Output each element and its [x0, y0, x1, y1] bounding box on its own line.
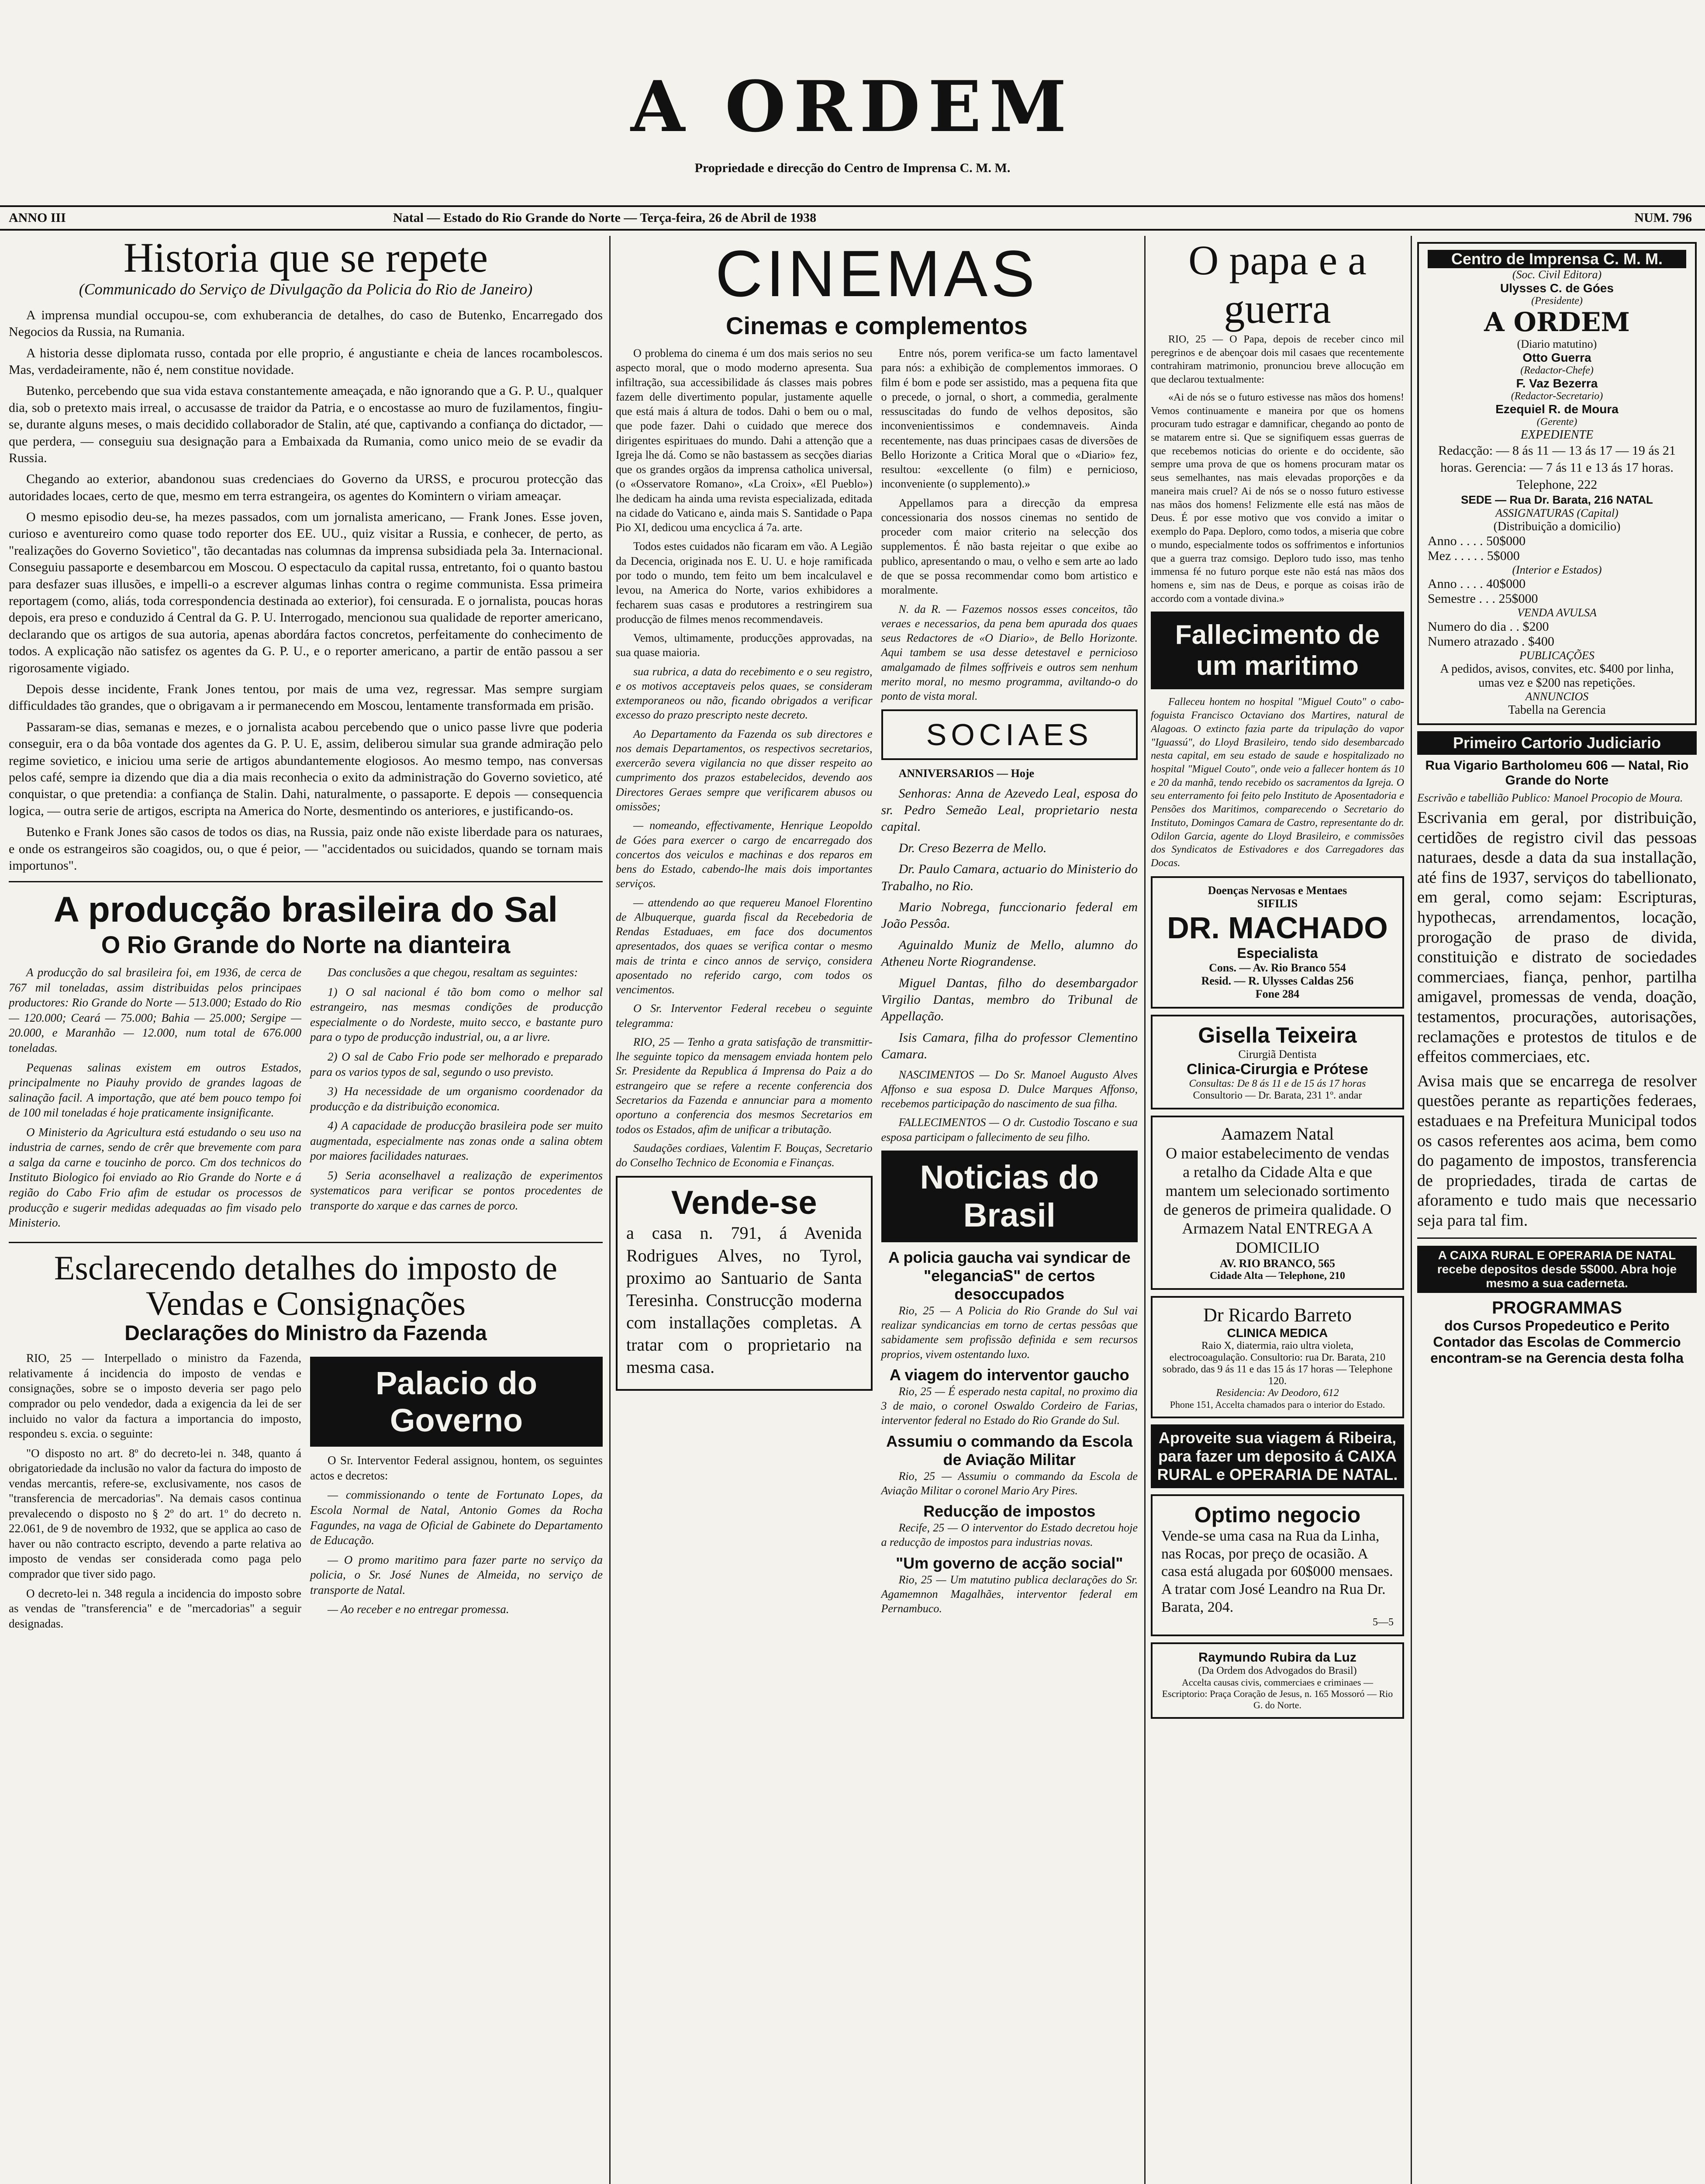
sede: SEDE — Rua Dr. Barata, 216 NATAL — [1461, 493, 1653, 506]
barreto-name: Dr Ricardo Barreto — [1203, 1304, 1352, 1326]
assignaturas: ASSIGNATURAS (Capital) — [1495, 507, 1619, 519]
article-paragraph: A historia desse diplomata russo, contada por elle proprio, é angustiante e cheia de lances rocambolescos. Mas, verdadeiramente, não é, nem constitue novidade. — [9, 346, 603, 377]
article-paragraph: Passaram-se dias, semanas e mezes, e o jornalista acabou percebendo que o unico passe livre que poderia conseguir, era o da bôa vontade dos agentes da G. P. U. E, assim, deliberou simular sua grande admiração pelo regime sovietico, e iniciou uma serie de artigos abundantemente elogiosos. Ao mesmo tempo, nas conversas pelos café, sempre ia dizendo que dia a dia mais reconhecia o exito da administração do Governo sovietico, até conquistar, o que pretendia: a confiança de Stalin. Dahi, naturalmente, o passaporte. E depois — consequencia logica, — outra serie de artigos, escripta na America do Norte, desmentindo os anteriores, e justificando-os. — [9, 719, 603, 818]
sociaes-item: NASCIMENTOS — Do Sr. Manoel Augusto Alves Affonso e sua esposa D. Dulce Marques Affonso, recebemos participação do nascimento de sua filha. — [881, 1068, 1138, 1110]
noticias-subhead: A policia gaucha vai syndicar de "eleganciaS" de certos desoccupados — [888, 1248, 1131, 1303]
aamazem-title: Aamazem Natal — [1221, 1123, 1334, 1144]
sal-paragraph: 4) A capacidade de producção brasileira pode ser muito augmentada, especialmente nas zonas onde a salina obtem por maiores facilidades naturaes. — [310, 1119, 603, 1163]
caixa-ad: A CAIXA RURAL E OPERARIA DE NATAL recebe depositos desde 5$000. Abra hoje mesmo a sua caderneta. — [1417, 1246, 1697, 1293]
ezequiel-role: (Gerente) — [1536, 416, 1577, 428]
palacio-paragraph: — Ao receber e no entregar promessa. — [328, 1603, 509, 1616]
noticias-paragraph: Rio, 25 — A Policia do Rio Grande do Sul vai realizar syndicancias em torno de certas pessôas que sabidamente sem profissão definida e sem recursos proprios, vivem ostentando luxo. — [881, 1304, 1138, 1361]
noticias-paragraph: Rio, 25 — É esperado nesta capital, no proximo dia 3 de maio, o coronel Oswaldo Cordeiro de Farias, interventor federal no Estado do Rio Grande do Sul. — [881, 1385, 1138, 1427]
vaz-name: F. Vaz Bezerra — [1516, 377, 1598, 390]
column-left — [9, 236, 603, 2184]
sociaes-headline: SOCIAES — [881, 709, 1138, 760]
dateline-bar — [0, 205, 1705, 231]
sal-paragraph: A producção do sal brasileira foi, em 1936, de cerca de 767 mil toneladas, assim distribuidas pelos principaes productores: Rio Grande do Norte — 513.000; Estado do Rio — 120.000; Ceará — 75.000; Bahia — 25.000; Sergipe — 20.000, e Maranhão — 12.000, num total de 676.000 toneladas. — [9, 966, 301, 1055]
noticias-paragraph: Recife, 25 — O interventor do Estado decretou hoje a reducção de impostos para industrias novas. — [881, 1521, 1138, 1549]
masthead — [0, 0, 1705, 225]
noticias-subhead: "Um governo de acção social" — [896, 1554, 1123, 1572]
cinemas-paragraph: Entre nós, porem verifica-se um facto lamentavel para nós: a exhibição de complementos immoraes. O film é bom e pode ser assistido, mas a pequena fita que o precede, o jornal, o short, a commedia, geralmente ressuscitadas do fundo de velhos depositos, são inconvenientissimos e condemnaveis. Ainda recentemente, nas duas principaes casas de diversões de Bello Horizonte a Critica Moral que o «Diario» fez, resultou: «excellente (o film) e pernicioso, inconveniente (o supplemento).» — [881, 347, 1138, 491]
price-semestre: Semestre . . . 25$000 — [1428, 591, 1538, 606]
sal-subheadline: O Rio Grande do Norte na dianteira — [101, 931, 511, 959]
machado-line2: SIFILIS — [1257, 897, 1298, 910]
cinemas-paragraph: Todos estes cuidados não ficaram em vão. A Legião da Decencia, originada nos E. U. U. e hoje ramificada por todo o mundo, tem feito um bem incalculavel e levou, na America do Norte, varios exhibidores a fecharem suas casas e produtores a restringirem sua producção de filmes menos recommendaveis. — [616, 540, 873, 625]
cursos-text: dos Cursos Propedeutico e Perito Contador das Escolas de Commercio encontram-se na Gerencia desta folha — [1430, 1318, 1684, 1366]
aamazem-text: O maior estabelecimento de vendas a retalho da Cidade Alta e que mantem um selecionado sortimento de generos de primeira qualidade. O Armazem Natal ENTREGA A DOMICILIO — [1163, 1144, 1391, 1256]
article-paragraph: O mesmo episodio deu-se, ha mezes passados, com um jornalista americano, — Frank Jones. Esse joven, curioso e aventureiro como quase todo reporter dos EE. UU., quiz visitar a Russia, e conhecer, de perto, as "realizações do Governo Sovietico", tão decantadas nas columnas da imprensa subsidiada pela 3a. Internacional. Conseguiu passaporte e desembarcou em Moscou. O espectaculo da capital russa, entretanto, foi o quanto bastou para desfazer suas illusões, e impelli-o a escrever algumas linhas contra o regime communista. Essa primeira reportagem (como, aliás, toda correspondencia destinada ao exterior), foi censurada. E o jornalista, poucas horas depois, era preso e conduzido á Central da G. P. U. Interrogado, mencionou sua qualidade de reporter americano, declarando que os artigos de sua autoria, apenas abordára factos concretos, perfeitamente do conhecimento de todos. A explicação não satisfez os agentes da G. P. U., e o reporter americano, a partir de então passou a ser rigorosamente vigiado. — [9, 510, 603, 675]
aamazem-addr: AV. RIO BRANCO, 565 — [1219, 1257, 1336, 1270]
gisella-spec: Clinica-Cirurgia e Prótese — [1187, 1061, 1368, 1078]
vendas-paragraph: O decreto-lei n. 348 regula a incidencia do imposto sobre as vendas de "transferencia" e de "mercadorias" a seguir designadas. — [9, 1586, 301, 1630]
price-atrasado: Numero atrazado . $400 — [1428, 634, 1554, 649]
sociaes-item: FALLECIMENTOS — O dr. Custodio Toscano e sua esposa participam o fallecimento de seu filho. — [881, 1116, 1138, 1144]
cinemas-paragraph: Appellamos para a direcção da empresa concessionaria dos nossos cinemas no sentido de proceder com maior criterio na selecção dos supplementos. É não basta rejeitar o que exibe ao publico, apresentando o mau, o velho e sem arte ao lado de que se possa recommendar como bom artistico e moralmente. — [881, 496, 1138, 597]
ulysses-name: Ulysses C. de Góes — [1500, 281, 1614, 295]
cartorio-text: Escrivania em geral, por distribuição, certidões de registro civil das pessoas naturaes, desde a data da sua installação, até fins de 1937, serviços do tabellionato, em geral, como sejam: Escripturas, hypothecas, arrendamentos, locação, prorogação de praso de divida, constituição e distrato de sociedades commerciaes, fiança, penhor, partilha amigavel, promessas de venda, doação, testamentos, procurações, autorisações, reclamações e protestos de titulos e de effeitos commerciaes, etc. — [1417, 809, 1697, 1066]
barreto-text: Raio X, diatermia, raio ultra violeta, electrocoagulação. Consultorio: rua Dr. Barata, 210 sobrado, das 9 ás 11 e das 15 ás 17 horas — Telephone 120. — [1162, 1340, 1393, 1387]
machado-name: DR. MACHADO — [1167, 910, 1388, 945]
sal-article — [9, 965, 603, 1234]
decree-paragraph: RIO, 25 — Tenho a grata satisfação de transmittir-lhe seguinte topico da mensagem enviada hontem pelo Sr. Presidente da Republica á Imprensa do Paiz a do estrangeiro que se refere a recente conferencia dos Secretarios da Fazenda e annunciar para a momento oportuno a conferencia dos mesmos Secretarios em todos os Estados, afim de unificar a tributação. — [616, 1035, 873, 1136]
column-right — [1151, 236, 1404, 2184]
price-mez: Mez . . . . . 5$000 — [1428, 549, 1520, 563]
barreto-spec: CLINICA MEDICA — [1227, 1326, 1328, 1340]
noticias-paragraph: Rio, 25 — Um matutino publica declarações do Sr. Agamemnon Magalhães, interventor federal em Pernambuco. — [881, 1573, 1138, 1615]
avulsa-label: VENDA AVULSA — [1517, 606, 1597, 619]
cartorio-staff: Escrivão e tabellião Publico: Manoel Procopio de Moura. — [1417, 791, 1683, 804]
palacio-headline: Palacio do Governo — [310, 1357, 603, 1447]
palacio-paragraph: O Sr. Interventor Federal assignou, hontem, os seguintes actos e decretos: — [310, 1454, 603, 1482]
noticias-subhead: A viagem do interventor gaucho — [889, 1365, 1129, 1384]
article-paragraph: Chegando ao exterior, abandonou suas credenciaes do Governo da URSS, e procurou protecção das autoridades locaes, certo de que, mesmo em terra estrangeira, os agentes do Komintern o viriam ameaçar. — [9, 472, 603, 503]
expediente-label: EXPEDIENTE — [1520, 428, 1594, 442]
vende-se-ad — [616, 1176, 873, 1390]
sociaes-item: Aguinaldo Muniz de Mello, alumno do Atheneu Norte Riograndense. — [881, 937, 1138, 969]
vendas-headline: Esclarecendo detalhes do imposto de Vendas e Consignações — [54, 1248, 558, 1323]
sal-paragraph: O Ministerio da Agricultura está estudando o seu uso na industria de carnes, sendo de crêr que brevemente com para a salga da carne e toucinho de porco. Cm dos technicos do Instituto Biologico foi enviado ao Rio Grande do Norte e á região do Cabo Frio afim de estudar os processos de producção e sugerir medidas adequadas ao fim visado pelo Ministerio. — [9, 1125, 301, 1230]
cinemas-note: N. da R. — Fazemos nossos esses conceitos, tão veraes e necessarios, da pena bem apurada dos quaes seus Redactores de «O Diario», de Bello Horizonte. Aqui tambem se usa desse detestavel e pernicioso amalgamado de filmes soffriveis e outros sem nenhum merito moral, no mesmo programma, aviltando-o do ponto de vista moral. — [881, 602, 1138, 703]
centro-title: Centro de Imprensa C. M. M. — [1428, 250, 1686, 268]
rubira-name: Raymundo Rubira da Luz — [1198, 1650, 1356, 1665]
sal-paragraph: 1) O sal nacional é tão bom como o melhor sal estrangeiro, nas mesmas condições de producção especialmente o do Nordeste, muito secco, e bastante puro para o typo de producção industrial, ou, a ar livre. — [310, 985, 603, 1044]
column-rule — [1411, 236, 1412, 2184]
newspaper-subtitle: Propriedade e direcção do Centro de Imprensa C. M. M. — [694, 161, 1011, 175]
rubira-ad — [1151, 1642, 1404, 1719]
gisella-ad — [1151, 1015, 1404, 1109]
vendas-subheadline: Declarações do Ministro da Fazenda — [124, 1322, 487, 1345]
falecimento-headline: Fallecimento de um maritimo — [1151, 612, 1404, 689]
annuncios-label: ANNUNCIOS — [1525, 690, 1589, 703]
article-paragraph: Depois desse incidente, Frank Jones tentou, por mais de uma vez, regressar. Mas sempre surgiam difficuldades tão grandes, que o obrigavam a ir permanecendo em Moscou, lentamente transformada em prisão. — [9, 682, 603, 713]
column-far-right — [1417, 236, 1697, 2184]
publicacoes-text: A pedidos, avisos, convites, etc. $400 por linha, umas vez e $200 nas repetições. — [1440, 662, 1674, 690]
cinemas-paragraph: O problema do cinema é um dos mais serios no seu aspecto moral, que o modo moderno apresenta. Sua infiltração, sua accessibilidade ás classes mais pobres fazem delle divertimento popular, justamente aquelle que está mais á altura de todos. Dahi o bem ou o mal, que pode fazer. Dahi o cuidado que merece dos dirigentes espirituaes do mundo. Dahi a attenção que a Igreja lhe dá. Como se não bastassem as secções diarias que os grandes orgãos da imprensa catholica universal, (o «Osservatore Romano», «La Croix», «El Pueblo») lhe dedicam ha ainda uma revista especializada, editada na cidade do Vaticano e, ainda mais S. Santidade o Papa Pio XI, dedicou uma encyclica á 7a. arte. — [616, 347, 873, 534]
newspaper-title: A ORDEM — [631, 66, 1074, 148]
machado-cons: Cons. — Av. Rio Branco 554 — [1209, 961, 1346, 974]
cinemas-paragraph: Vemos, ultimamente, producções approvadas, na sua quase maioria. — [616, 632, 873, 659]
gisella-role: Cirurgiã Dentista — [1238, 1047, 1317, 1061]
optimo-num: 5—5 — [1373, 1616, 1394, 1628]
sal-paragraph: 2) O sal de Cabo Frio pode ser melhorado e preparado para os varios typos de sal, segundo o uso previsto. — [310, 1050, 603, 1078]
sal-headline: A producção brasileira do Sal — [53, 890, 558, 930]
machado-line1: Doenças Nervosas e Mentaes — [1208, 884, 1347, 897]
machado-spec: Especialista — [1237, 945, 1318, 961]
aamazem-ad — [1151, 1116, 1404, 1290]
machado-ad — [1151, 876, 1404, 1009]
column-rule — [609, 236, 611, 2184]
decree-paragraph: Saudações cordiaes, Valentim F. Bouças, Secretario do Conselho Technico de Economia e Finanças. — [616, 1141, 873, 1169]
noticias-headline: Noticias do Brasil — [881, 1151, 1138, 1242]
noticias-paragraph: Rio, 25 — Assumiu o commando da Escola de Aviação Militar o coronel Mario Ary Pires. — [881, 1469, 1138, 1497]
sociaes-item: Dr. Creso Bezerra de Mello. — [898, 840, 1047, 855]
price-anno: Anno . . . . 50$000 — [1428, 534, 1526, 548]
article-paragraph: Butenko, percebendo que sua vida estava constantemente ameaçada, e não ignorando que a G. P. U., qualquer dia, sob o pretexto mais irreal, o accusasse de traidor da Patria, e o encostasse ao muro de fuzilamentos, fingiu-se, durante alguns meses, o mais decidido collaborador de Stalin, até que, captivando a confiança do dictador, — que perdera, — conseguiu sua designação para a Embaixada da Rumania, como unico meio de se evadir da Russia. — [9, 384, 603, 465]
tabella: Tabella na Gerencia — [1508, 703, 1606, 717]
papa-paragraph: RIO, 25 — O Papa, depois de receber cinco mil peregrinos e de abençoar dois mil casaes que recentemente contrahiram matrimonio, pronunciou breve allocução em que declarou textualmente: — [1151, 334, 1404, 386]
barreto-res: Residencia: Av Deodoro, 612 — [1216, 1387, 1339, 1399]
ulysses-role: (Presidente) — [1531, 295, 1583, 307]
machado-fone: Fone 284 — [1255, 987, 1300, 1000]
distribuicao: (Distribuição a domicilio) — [1493, 520, 1621, 533]
decree-paragraph: Ao Departamento da Fazenda os sub directores e nos demais Departamentos, os respectivos secretarios, exercerão severa vigilancia no que disser respeito ao cumprimento dos prazos estabelecidos, devendo aos Directores Geraes sempre que verificarem abusos ou omissões; — [616, 727, 873, 813]
decree-paragraph: — attendendo ao que requereu Manoel Florentino de Albuquerque, guarda fiscal da Recebedoria de Rendas Estaduaes, em face dos documentos apresentados, dos quaes se verifica contar o mesmo mais de trinta e cinco annos de serviço, considera aposentado no referido cargo, com todos os vencimentos. — [616, 896, 873, 996]
barreto-ad — [1151, 1296, 1404, 1418]
article-paragraph: A imprensa mundial occupou-se, com exhuberancia de detalhes, do caso de Butenko, Encarregado dos Negocios da Russia, na Rumania. — [9, 308, 603, 339]
gisella-office: Consultorio — Dr. Barata, 231 1º. andar — [1193, 1089, 1362, 1101]
gisella-hours: Consultas: De 8 ás 11 e de 15 ás 17 horas — [1189, 1078, 1366, 1089]
optimo-text: Vende-se uma casa na Rua da Linha, nas Rocas, por preço de ocasião. A casa está alugada por 60$000 mensaes. A tratar com José Leandro na Rua Dr. Barata, 204. — [1161, 1527, 1393, 1616]
vaz-role: (Redactor-Secretario) — [1511, 390, 1603, 402]
price-anno-interior: Anno . . . . 40$000 — [1428, 577, 1526, 591]
noticias-subhead: Assumiu o commando da Escola de Aviação Militar — [886, 1432, 1133, 1469]
papa-paragraph: «Ai de nós se o futuro estivesse nas mãos dos homens! Vemos continuamente e maneira por que os homens procuram tudo estragar e damnificar, chegando ao ponto de se matarem entre si. Que se signifiquem essas guerras de que recebemos noticias do oriente e do occidente, são sempre uma prova de que os homens procuram matar os seus semelhantes, nas mais elevadas proporções e da maneira mais cruel? Ai de nós se o nosso futuro estivesse nas mãos dos homens! Felizmente elle está nas mãos de Deus. É por esse motivo que vos convido a imitar o exemplo do Papa. Deploro, como todos, a miseria que cobre o mundo, especialmente todos os soffrimentos e infortunios que a guerra traz comsigo. Deploro tudo isso, mas tenho immensa fé no futuro porque este não está nas mãos dos homens e, sim nas de Deus, e porque as coisas irão de accordo com a vontade divina.» — [1151, 391, 1404, 605]
decree-paragraph: — nomeando, effectivamente, Henrique Leopoldo de Góes para exercer o cargo de encarregado dos concertos dos veiculos e machinas e dos reparos em bens do Estado, cabendo-lhe mais dois importantes serviços. — [616, 819, 873, 890]
rubira-sub: (Da Ordem dos Advogados do Brasil) — [1198, 1665, 1357, 1676]
cinemas-subheadline: Cinemas e complementos — [726, 312, 1028, 339]
otto-name: Otto Guerra — [1522, 351, 1591, 364]
palacio-paragraph: — commissionando o tente de Fortunato Lopes, da Escola Normal de Natal, Antonio Gomes da Rocha Fagundes, na vaga de Oficial de Gabinete do Departamento de Educação. — [310, 1488, 603, 1547]
vende-se-text: a casa n. 791, á Avenida Rodrigues Alves, no Tyrol, proximo ao Santuario de Santa Teresinha. Construcção moderna com installações completas. A tratar com o proprietario na mesma casa. — [626, 1223, 862, 1377]
sociaes-item: Dr. Paulo Camara, actuario do Ministerio do Trabalho, no Rio. — [881, 862, 1138, 893]
expediente-text: Redacção: — 8 ás 11 — 13 ás 17 — 19 ás 21 horas. Gerencia: — 7 ás 11 e 13 ás 17 horas. Telephone, 222 — [1438, 443, 1676, 492]
aproveite-ad: Aproveite sua viagem á Ribeira, para fazer um deposito á CAIXA RURAL e OPERARIA DE NATAL. — [1151, 1424, 1404, 1488]
ordem-diario: (Diario matutino) — [1517, 338, 1597, 350]
article-paragraph: Butenko e Frank Jones são casos de todos os dias, na Russia, paiz onde não existe liberdade para os naturaes, e onde os estrangeiros são coagidos, ou, o que é peior, — "accidentados ou suicidados, quando se tornam mais importunos". — [9, 825, 603, 873]
palacio-paragraph: — O promo maritimo para fazer parte no serviço da policia, o Sr. José Nunes de Almeida, no serviço de transporte de Natal. — [310, 1553, 603, 1597]
sociaes-item: ANNIVERSARIOS — Hoje — [898, 767, 1035, 780]
year-label: ANNO III — [9, 211, 66, 225]
sociaes-item: Miguel Dantas, filho do desembargador Virgilio Dantas, membro do Tribunal de Appellação. — [881, 975, 1138, 1024]
ordem-title: A ORDEM — [1484, 307, 1630, 338]
column-rule — [1144, 236, 1146, 2184]
aamazem-phone: Cidade Alta — Telephone, 210 — [1209, 1270, 1346, 1282]
papa-headline: O papa e a guerra — [1188, 237, 1367, 332]
sociaes-item: Isis Camara, filha do professor Clementino Camara. — [881, 1030, 1138, 1062]
article-headline: Historia que se repete — [123, 236, 488, 281]
otto-role: (Redactor-Chefe) — [1520, 365, 1594, 376]
vende-se-title: Vende-se — [671, 1184, 817, 1222]
dateline: Natal — Estado do Rio Grande do Norte — Terça-feira, 26 de Abril de 1938 — [393, 211, 817, 225]
publicacoes-label: PUBLICAÇÕES — [1519, 649, 1595, 662]
falecimento-paragraph: Falleceu hontem no hospital "Miguel Couto" o cabo-foguista Francisco Octaviano dos Martires, natural de Alagoas. O extincto fazia parte da tripulação do vapor "Iguassú", do Lloyd Brasileiro, tendo sido desembarcado nesta capital, em seu estado de saude e hospitalizado no hospital "Miguel Couto", onde veio a fallecer hontem ás 10 e 20 da manhã, tendo recebido os sacramentos da Igreja. O seu enterramento foi feito pelo Instituto de Aposentadoria e Pensões dos Maritimos, comparecendo o Secretario do Instituto, Domingos Camara de Castro, representante do dr. Odilon Garcia, agente do Lloyd Brasileiro, e commissões dos Syndicatos de Estivadores e dos Carregadores das Docas. — [1151, 696, 1404, 869]
sociaes-item: Mario Nobrega, funccionario federal em João Pessôa. — [881, 899, 1138, 931]
cinemas-headline: CINEMAS — [715, 237, 1039, 310]
barreto-phone: Phone 151, Accelta chamados para o interior do Estado. — [1170, 1399, 1385, 1410]
price-numero: Numero do dia . . $200 — [1428, 619, 1549, 634]
machado-resid: Resid. — R. Ulysses Caldas 256 — [1201, 974, 1354, 987]
sal-paragraph: 5) Seria aconselhavel a realização de experimentos systematicos para verificar se pontos procedentes de transporte do xarque e das carnes de porco. — [310, 1168, 603, 1212]
column-center — [616, 236, 1138, 2184]
interior-label: (Interior e Estados) — [1512, 563, 1602, 576]
article-credit: (Communicado do Serviço de Divulgação da Policia do Rio de Janeiro) — [79, 280, 533, 298]
optimo-ad — [1151, 1494, 1404, 1636]
sociaes-item: Senhoras: Anna de Azevedo Leal, esposa do sr. Pedro Semeão Leal, proprietario nesta capital. — [881, 786, 1138, 834]
optimo-title: Optimo negocio — [1194, 1502, 1361, 1527]
sal-paragraph: Pequenas salinas existem em outros Estados, principalmente no Piauhy provido de grandes lagoas de salinação facil. A importação, que até bem pouco tempo foi de 100 mil toneladas é hoje praticamente insignificante. — [9, 1061, 301, 1120]
vendas-paragraph: RIO, 25 — Interpellado o ministro da Fazenda, relativamente á incidencia do imposto de vendas e consignações, sobre se o imposto deveria ser pago pelo comprador ou pelo vendedor, dada a exigencia da lei de ser incluido no valor da factura a importancia do imposto, respondeu s. excia. o seguinte: — [9, 1351, 301, 1441]
sal-paragraph: 3) Ha necessidade de um organismo coordenador da producção e da distribuição economica. — [310, 1085, 603, 1113]
cartorio-addr: Rua Vigario Bartholomeu 606 — Natal, Rio Grande do Norte — [1425, 758, 1689, 788]
expediente-box — [1417, 242, 1697, 725]
sal-paragraph: Das conclusões a que chegou, resaltam as seguintes: — [328, 966, 578, 979]
decree-paragraph: O Sr. Interventor Federal recebeu o seguinte telegramma: — [616, 1002, 873, 1030]
decree-paragraph: sua rubrica, a data do recebimento e o seu registro, e os motivos acceptaveis pelos quaes, se consideram extemporaneos ou não, ficando obrigados a verificar excesso do prazo prescripto neste decreto. — [616, 665, 873, 722]
programmas-title: PROGRAMMAS — [1492, 1298, 1622, 1318]
cartorio-title: Primeiro Cartorio Judiciario — [1417, 731, 1697, 755]
noticias-subhead: Reducção de impostos — [923, 1502, 1096, 1521]
gisella-name: Gisella Teixeira — [1198, 1023, 1357, 1047]
rubira-text: Accelta causas civis, commerciaes e criminaes — Escriptorio: Praça Coração de Jesus, n. 165 Mossoró — Rio G. do Norte. — [1162, 1676, 1393, 1711]
vendas-paragraph: "O disposto no art. 8º do decreto-lei n. 348, quanto á obrigatoriedade da inclusão no valor da factura do imposto de vendas mercantis, refere-se, exclusivamente, nos casos de "transferencia de mercadorias". Na demais casos continua prevalecendo o disposto no § 2º do art. 1º do decreto n. 22.061, de 9 de novembro de 1932, que se applica ao caso de haver ou não contracto escripto, devendo a parte relativa ao imposto de vendas ser considerada como paga pelo comprador que tiver sido pago. — [9, 1446, 301, 1581]
ezequiel-name: Ezequiel R. de Moura — [1495, 402, 1619, 416]
cartorio-text2: Avisa mais que se encarrega de resolver questões perante as repartições federaes, estaduaes e na Prefeitura Municipal todos os casos referentes aos acima, bem como do pagamento de impostos, transferencia de propriedades, tirada de cartas de aforamento e tudo mais que necessario seja para tal fim. — [1417, 1071, 1697, 1230]
centro-sub: (Soc. Civil Editora) — [1512, 268, 1602, 281]
issue-number: NUM. 796 — [1634, 211, 1692, 225]
